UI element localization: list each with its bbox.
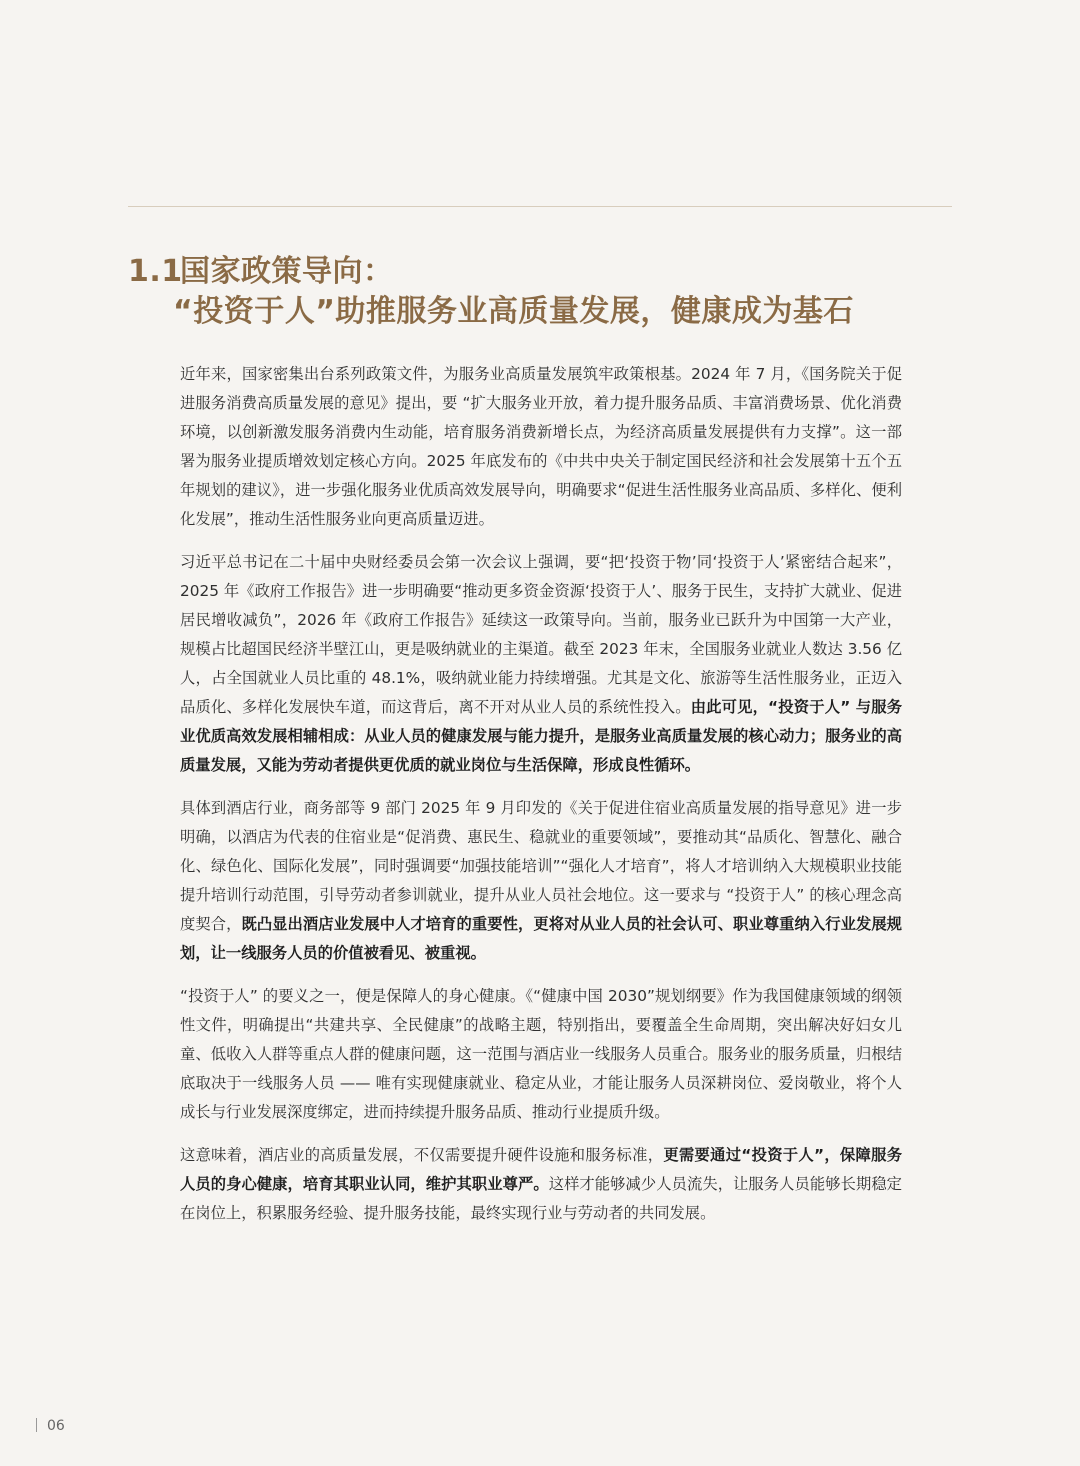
paragraph (180, 548, 902, 780)
bold-text-run: 既凸显出酒店业发展中人才培育的重要性，更将对从业人员的社会认可、职业尊重纳入行业发展规划，让一线服务人员的价值被看见、被重视。 (180, 915, 902, 962)
text-run: 这意味着，酒店业的高质量发展，不仅需要提升硬件设施和服务标准， (180, 1146, 664, 1164)
page-footer (36, 1416, 65, 1436)
paragraph (180, 794, 902, 968)
text-run: 具体到酒店行业，商务部等 9 部门 2025 年 9 月印发的《关于促进住宿业高质量发展的指导意见》进一步明确，以酒店为代表的住宿业是“促消费、惠民生、稳就业的重要领域”，要推动其“品质化、智慧化、融合化、绿色化、国际化发展”，同时强调要“加强技能培训”“强化人才培育”，将人才培训纳入大规模职业技能提升培训行动范围，引导劳动者参训就业，提升从业人员社会地位。这一要求与 “投资于人” 的核心理念高度契合， (180, 799, 902, 933)
body-text (180, 360, 902, 1242)
text-run: 习近平总书记在二十届中央财经委员会第一次会议上强调，要“把‘投资于物’同‘投资于人’紧密结合起来”，2025 年《政府工作报告》进一步明确要“推动更多资金资源‘投资于人’、服务于民生，支持扩大就业、促进居民增收减负”，2026 年《政府工作报告》延续这一政策导向。当前，服务业已跃升为中国第一大产业，规模占比超国民经济半壁江山，更是吸纳就业的主渠道。截至 2023 年末，全国服务业就业人数达 3.56 亿人，占全国就业人员比重的 48.1%，吸纳就业能力持续增强。尤其是文化、旅游等生活性服务业，正迈入品质化、多样化发展快车道，而这背后，离不开对从业人员的系统性投入。 (180, 553, 902, 716)
paragraph (180, 982, 902, 1127)
paragraph (180, 360, 902, 534)
text-run: “投资于人” 的要义之一，便是保障人的身心健康。《“健康中国 2030”规划纲要》作为我国健康领域的纲领性文件，明确提出“共建共享、全民健康”的战略主题，特别指出，要覆盖全生命周期，突出解决好妇女儿童、低收入人群等重点人群的健康问题，这一范围与酒店业一线服务人员重合。服务业的服务质量，归根结底取决于一线服务人员 —— 唯有实现健康就业、稳定从业，才能让服务人员深耕岗位、爱岗敬业，将个人成长与行业发展深度绑定，进而持续提升服务品质、推动行业提质升级。 (180, 987, 902, 1121)
section-number: 1.1 (128, 254, 183, 289)
paragraph (180, 1141, 902, 1228)
bold-text-run: 由此可见，“投资于人” 与服务业优质高效发展相辅相成：从业人员的健康发展与能力提升，是服务业高质量发展的核心动力；服务业的高质量发展，又能为劳动者提供更优质的就业岗位与生活保障，形成良性循环。 (180, 698, 902, 774)
top-divider (128, 206, 952, 207)
section-title-line2: “投资于人”助推服务业高质量发展，健康成为基石 (173, 294, 854, 329)
text-run: 近年来，国家密集出台系列政策文件，为服务业高质量发展筑牢政策根基。2024 年 7 月，《国务院关于促进服务消费高质量发展的意见》提出，要 “扩大服务业开放，着力提升服务品质、丰富消费场景、优化消费环境，以创新激发服务消费内生动能，培育服务消费新增长点，为经济高质量发展提供有力支撑”。这一部署为服务业提质增效划定核心方向。2025 年底发布的《中共中央关于制定国民经济和社会发展第十五个五年规划的建议》，进一步强化服务业优质高效发展导向，明确要求“促进生活性服务业高品质、多样化、便利化发展”，推动生活性服务业向更高质量迈进。 (180, 365, 902, 528)
section-heading (128, 252, 854, 332)
text-run: 这样才能够减少人员流失，让服务人员能够长期稳定在岗位上，积累服务经验、提升服务技能，最终实现行业与劳动者的共同发展。 (180, 1175, 902, 1222)
footer-divider (36, 1418, 37, 1432)
bold-text-run: 更需要通过“投资于人”，保障服务人员的身心健康，培育其职业认同，维护其职业尊严。 (180, 1146, 902, 1193)
section-title-line1: 国家政策导向： (180, 254, 394, 289)
page-number: 06 (47, 1418, 65, 1434)
